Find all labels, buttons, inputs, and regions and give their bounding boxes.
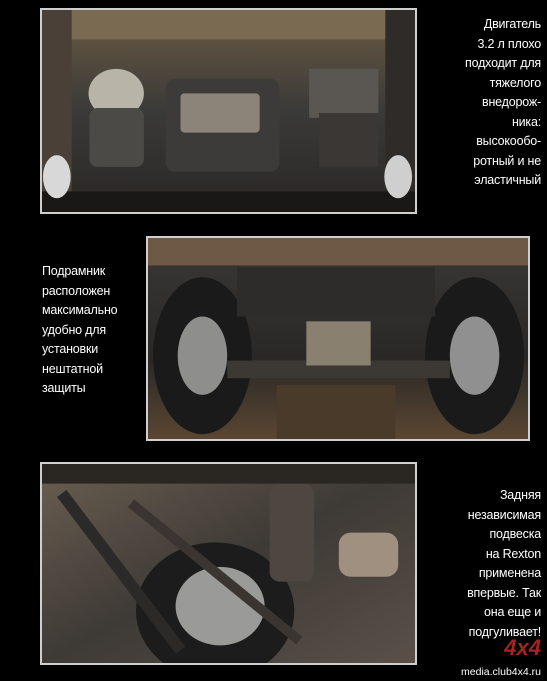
- caption-line: установки: [42, 342, 99, 356]
- caption-line: высокообо-: [476, 134, 541, 148]
- caption-line: внедорож-: [482, 95, 541, 109]
- caption-line: подходит для: [465, 56, 541, 70]
- engine-bay-image: [42, 10, 415, 212]
- subframe-photo: [146, 236, 530, 441]
- brand-watermark: 4x4: [504, 635, 541, 660]
- caption-line: Подрамник: [42, 264, 106, 278]
- caption-line: тяжелого: [489, 75, 541, 90]
- subframe-caption: [42, 262, 146, 399]
- caption-line: ника:: [511, 114, 541, 129]
- caption-line: она еще и: [484, 605, 541, 619]
- caption-line: ротный и не: [473, 153, 541, 168]
- caption-line: подвеска: [489, 527, 541, 541]
- source-url: media.club4x4.ru: [461, 666, 541, 678]
- caption-line: независимая: [467, 507, 541, 522]
- caption-line: подгуливает!: [468, 624, 541, 639]
- caption-line: Двигатель: [483, 17, 541, 31]
- caption-line: Задняя: [499, 488, 541, 502]
- caption-line: на Rexton: [485, 546, 541, 561]
- rear-suspension-photo: [40, 462, 417, 665]
- caption-line: эластичный: [474, 173, 541, 187]
- caption-line: применена: [478, 566, 541, 580]
- engine-bay-photo: [40, 8, 417, 214]
- subframe-image: [148, 238, 528, 439]
- caption-line: расположен: [42, 283, 111, 298]
- suspension-caption: [429, 486, 541, 642]
- caption-line: защиты: [42, 381, 86, 395]
- engine-caption: [429, 15, 541, 191]
- caption-line: удобно для: [42, 322, 106, 337]
- caption-line: нештатной: [42, 361, 103, 376]
- caption-line: впервые. Так: [467, 585, 541, 600]
- caption-line: максимально: [42, 303, 118, 317]
- rear-suspension-image: [42, 464, 415, 663]
- caption-line: 3.2 л плохо: [477, 36, 541, 51]
